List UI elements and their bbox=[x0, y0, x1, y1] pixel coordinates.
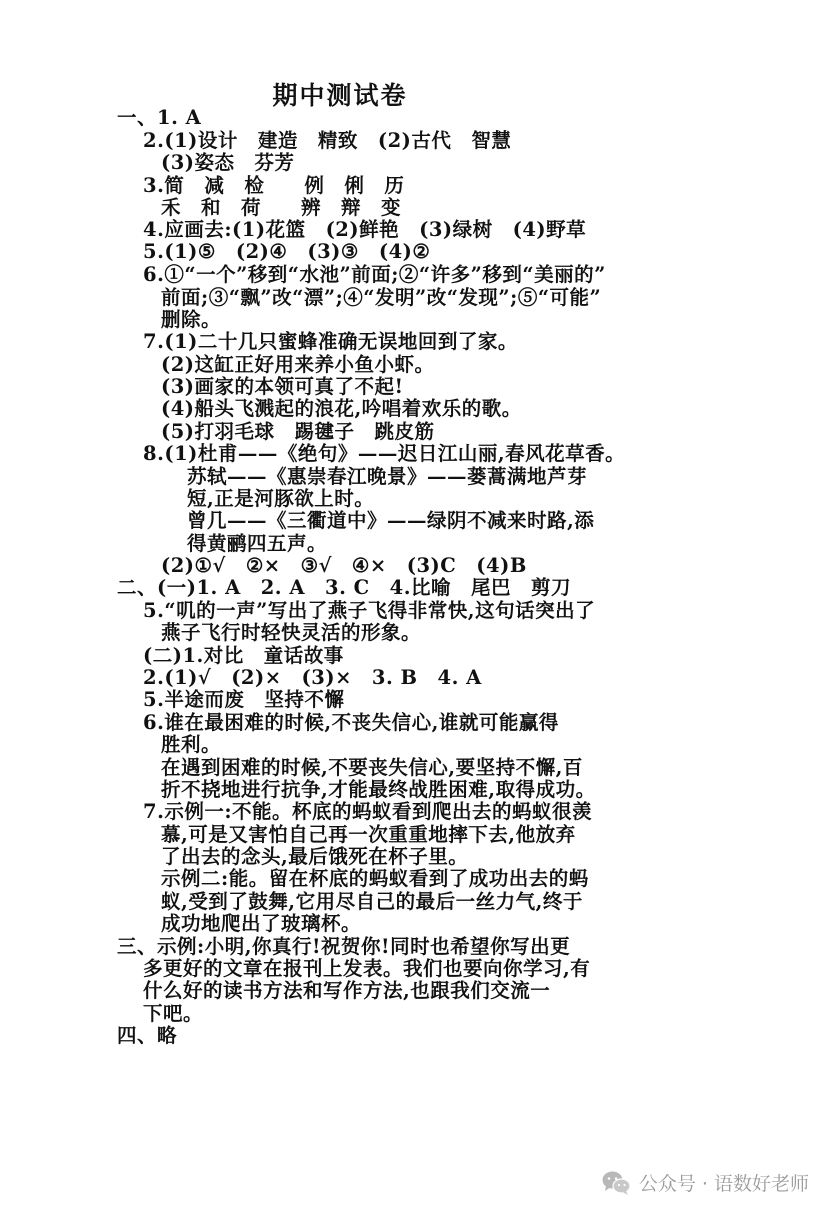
answer-line-2: 2.(1)设计 建造 精致 (2)古代 智慧 bbox=[143, 129, 512, 152]
answer-line-5: 禾 和 荷 辨 辩 变 bbox=[161, 196, 402, 219]
answer-line-42: 四、略 bbox=[117, 1024, 178, 1047]
answer-line-29: 胜利。 bbox=[161, 733, 222, 756]
answer-line-30: 在遇到困难的时候,不要丧失信心,要坚持不懈,百 bbox=[161, 756, 583, 779]
watermark-text: 公众号 · 语数好老师 bbox=[638, 1173, 809, 1195]
answer-line-19: 曾几——《三衢道中》——绿阴不减来时路,添 bbox=[187, 509, 595, 532]
answer-line-34: 了出去的念头,最后饿死在杯子里。 bbox=[161, 845, 469, 868]
wechat-icon bbox=[601, 1170, 631, 1196]
answer-line-25: (二)1.对比 童话故事 bbox=[143, 644, 344, 667]
answer-line-40: 什么好的读书方法和写作方法,也跟我们交流一 bbox=[143, 979, 551, 1002]
page-title: 期中测试卷 bbox=[272, 81, 408, 110]
answer-line-18: 短,正是河豚欲上时。 bbox=[187, 487, 375, 510]
answer-line-35: 示例二:能。留在杯底的蚂蚁看到了成功出去的蚂 bbox=[161, 867, 589, 890]
answer-line-9: 前面;③“飘”改“漂”;④“发明”改“发现”;⑤“可能” bbox=[161, 286, 602, 309]
answer-line-36: 蚁,受到了鼓舞,它用尽自己的最后一丝力气,终于 bbox=[161, 890, 583, 913]
answer-line-27: 5.半途而废 坚持不懈 bbox=[143, 688, 345, 711]
answer-line-16: 8.(1)杜甫——《绝句》——迟日江山丽,春风花草香。 bbox=[143, 442, 626, 465]
answer-line-26: 2.(1)√ (2)× (3)× 3. B 4. A bbox=[143, 666, 482, 689]
answer-line-11: 7.(1)二十几只蜜蜂准确无误地回到了家。 bbox=[143, 330, 518, 353]
answer-line-3: (3)姿态 芬芳 bbox=[161, 151, 295, 174]
answer-line-39: 多更好的文章在报刊上发表。我们也要向你学习,有 bbox=[143, 957, 591, 980]
answer-line-24: 燕子飞行时轻快灵活的形象。 bbox=[161, 621, 422, 644]
answer-line-32: 7.示例一:不能。杯底的蚂蚁看到爬出去的蚂蚁很羡 bbox=[143, 800, 593, 823]
answer-line-4: 3.简 减 检 例 俐 历 bbox=[143, 174, 405, 197]
answer-line-1: 一、1. A bbox=[117, 106, 202, 129]
answer-line-7: 5.(1)⑤ (2)④ (3)③ (4)② bbox=[143, 240, 431, 263]
answer-line-6: 4.应画去:(1)花篮 (2)鲜艳 (3)绿树 (4)野草 bbox=[143, 218, 587, 241]
answer-line-23: 5.“叽的一声”写出了燕子飞得非常快,这句话突出了 bbox=[143, 599, 596, 622]
answer-line-22: 二、(一)1. A 2. A 3. C 4.比喻 尾巴 剪刀 bbox=[117, 576, 572, 599]
answer-line-33: 慕,可是又害怕自己再一次重重地摔下去,他放弃 bbox=[161, 823, 576, 846]
answer-line-12: (2)这缸正好用来养小鱼小虾。 bbox=[161, 353, 435, 376]
answer-line-41: 下吧。 bbox=[143, 1002, 204, 1025]
answer-line-21: (2)①√ ②× ③√ ④× (3)C (4)B bbox=[161, 554, 527, 577]
answer-line-28: 6.谁在最困难的时候,不丧失信心,谁就可能赢得 bbox=[143, 711, 559, 734]
answer-line-38: 三、示例:小明,你真行!祝贺你!同时也希望你写出更 bbox=[117, 935, 571, 958]
watermark bbox=[601, 1169, 809, 1196]
answer-line-20: 得黄鹂四五声。 bbox=[187, 532, 328, 555]
answer-line-10: 删除。 bbox=[161, 308, 222, 331]
answer-line-13: (3)画家的本领可真了不起! bbox=[161, 375, 404, 398]
answer-line-17: 苏轼——《惠崇春江晚景》——蒌蒿满地芦芽 bbox=[187, 465, 588, 488]
answer-line-14: (4)船头飞溅起的浪花,吟唱着欢乐的歌。 bbox=[161, 397, 522, 420]
answer-line-8: 6.①“一个”移到“水池”前面;②“许多”移到“美丽的” bbox=[143, 263, 606, 286]
answer-line-37: 成功地爬出了玻璃杯。 bbox=[161, 912, 362, 935]
answer-line-15: (5)打羽毛球 踢毽子 跳皮筋 bbox=[161, 420, 435, 443]
answer-line-31: 折不挠地进行抗争,才能最终战胜困难,取得成功。 bbox=[161, 778, 596, 801]
